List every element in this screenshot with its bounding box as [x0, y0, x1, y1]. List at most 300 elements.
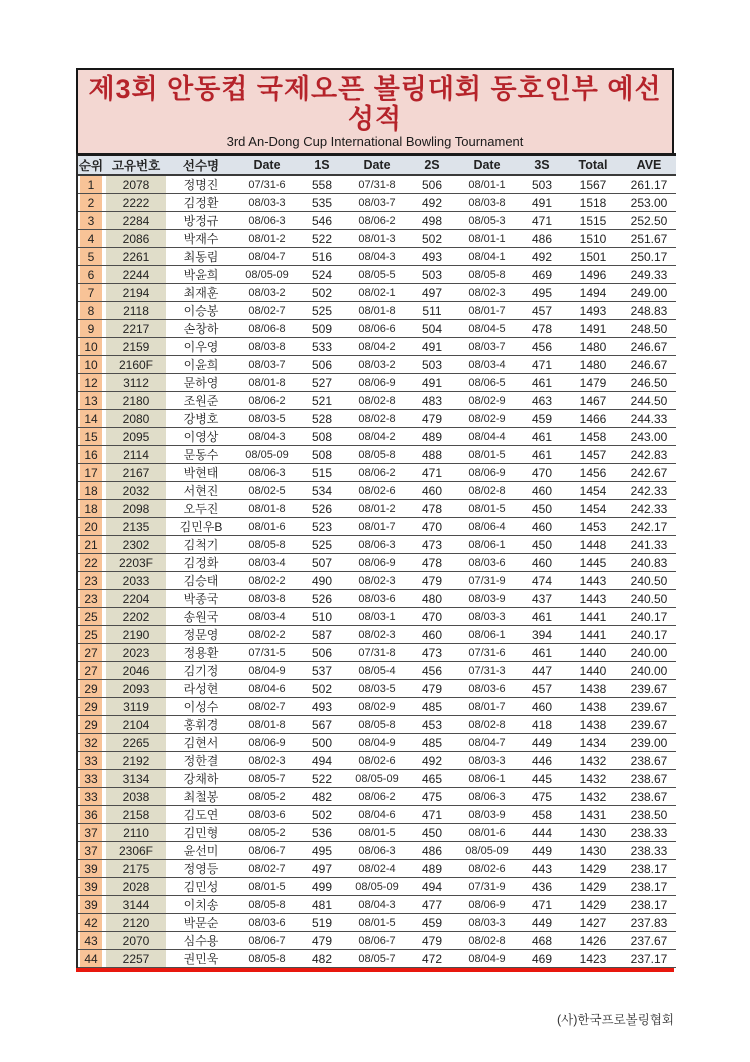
- average-cell: 238.17: [622, 860, 676, 878]
- total-cell: 1454: [564, 482, 622, 500]
- average-cell: 239.00: [622, 734, 676, 752]
- score2-cell: 480: [410, 590, 454, 608]
- score3-cell: 456: [520, 338, 564, 356]
- score1-cell: 497: [300, 860, 344, 878]
- table-row: [78, 734, 676, 752]
- id-cell: 2302: [104, 536, 168, 554]
- score1-cell: 502: [300, 284, 344, 302]
- date3-cell: 08/03-3: [454, 914, 520, 932]
- date1-cell: 08/02-3: [234, 752, 300, 770]
- score1-cell: 567: [300, 716, 344, 734]
- date3-cell: 08/05-8: [454, 266, 520, 284]
- rank-cell: 39: [78, 878, 104, 896]
- player-name-cell: 김도연: [168, 806, 234, 824]
- total-cell: 1480: [564, 338, 622, 356]
- total-cell: 1438: [564, 698, 622, 716]
- date2-cell: 08/02-8: [344, 392, 410, 410]
- average-cell: 241.33: [622, 536, 676, 554]
- score3-cell: 478: [520, 320, 564, 338]
- date3-cell: 08/06-3: [454, 788, 520, 806]
- total-cell: 1448: [564, 536, 622, 554]
- score2-cell: 472: [410, 950, 454, 968]
- total-cell: 1431: [564, 806, 622, 824]
- date3-cell: 08/01-5: [454, 500, 520, 518]
- date1-cell: 08/02-7: [234, 860, 300, 878]
- rank-cell: 29: [78, 716, 104, 734]
- rank-cell: 18: [78, 482, 104, 500]
- score3-cell: 469: [520, 950, 564, 968]
- date2-cell: 08/03-2: [344, 356, 410, 374]
- date1-cell: 08/03-8: [234, 590, 300, 608]
- date2-cell: 08/06-2: [344, 464, 410, 482]
- score1-cell: 500: [300, 734, 344, 752]
- total-cell: 1493: [564, 302, 622, 320]
- total-cell: 1453: [564, 518, 622, 536]
- rank-cell: 21: [78, 536, 104, 554]
- score3-cell: 449: [520, 914, 564, 932]
- average-cell: 240.17: [622, 626, 676, 644]
- date2-cell: 08/06-9: [344, 554, 410, 572]
- total-cell: 1432: [564, 752, 622, 770]
- date3-cell: 07/31-3: [454, 662, 520, 680]
- date2-cell: 08/05-09: [344, 878, 410, 896]
- table-row: [78, 698, 676, 716]
- col-header-score2: 2S: [410, 156, 454, 176]
- player-name-cell: 방정규: [168, 212, 234, 230]
- score1-cell: 533: [300, 338, 344, 356]
- rank-cell: 4: [78, 230, 104, 248]
- total-cell: 1515: [564, 212, 622, 230]
- rank-cell: 27: [78, 662, 104, 680]
- score2-cell: 492: [410, 194, 454, 212]
- rank-cell: 37: [78, 842, 104, 860]
- date3-cell: 08/06-1: [454, 626, 520, 644]
- average-cell: 239.67: [622, 716, 676, 734]
- rank-cell: 39: [78, 860, 104, 878]
- date1-cell: 08/04-7: [234, 248, 300, 266]
- table-row: [78, 230, 676, 248]
- date2-cell: 08/06-7: [344, 932, 410, 950]
- total-cell: 1494: [564, 284, 622, 302]
- average-cell: 240.83: [622, 554, 676, 572]
- date2-cell: 08/02-4: [344, 860, 410, 878]
- rank-cell: 3: [78, 212, 104, 230]
- date1-cell: 08/05-8: [234, 950, 300, 968]
- score1-cell: 558: [300, 176, 344, 194]
- score1-cell: 507: [300, 554, 344, 572]
- score3-cell: 491: [520, 194, 564, 212]
- score2-cell: 479: [410, 572, 454, 590]
- average-cell: 248.83: [622, 302, 676, 320]
- score3-cell: 418: [520, 716, 564, 734]
- table-row: [78, 950, 676, 968]
- date3-cell: 08/03-8: [454, 194, 520, 212]
- score1-cell: 479: [300, 932, 344, 950]
- col-header-id: 고유번호: [104, 156, 168, 176]
- header-row: [78, 156, 676, 176]
- total-cell: 1443: [564, 572, 622, 590]
- id-cell: 2033: [104, 572, 168, 590]
- score3-cell: 449: [520, 734, 564, 752]
- average-cell: 246.67: [622, 356, 676, 374]
- id-cell: 3144: [104, 896, 168, 914]
- date1-cell: 08/06-2: [234, 392, 300, 410]
- average-cell: 252.50: [622, 212, 676, 230]
- bottom-red-line: [76, 968, 674, 972]
- date2-cell: 08/02-9: [344, 698, 410, 716]
- date2-cell: 08/05-09: [344, 770, 410, 788]
- total-cell: 1438: [564, 680, 622, 698]
- col-header-date3: Date: [454, 156, 520, 176]
- date3-cell: 08/02-9: [454, 392, 520, 410]
- rank-cell: 20: [78, 518, 104, 536]
- date2-cell: 08/01-8: [344, 302, 410, 320]
- average-cell: 242.67: [622, 464, 676, 482]
- date1-cell: 08/06-7: [234, 932, 300, 950]
- score2-cell: 459: [410, 914, 454, 932]
- date3-cell: 08/04-4: [454, 428, 520, 446]
- score3-cell: 460: [520, 482, 564, 500]
- date3-cell: 08/06-9: [454, 896, 520, 914]
- id-cell: 2032: [104, 482, 168, 500]
- average-cell: 249.33: [622, 266, 676, 284]
- date2-cell: 08/02-1: [344, 284, 410, 302]
- player-name-cell: 강병호: [168, 410, 234, 428]
- table-row: [78, 500, 676, 518]
- total-cell: 1434: [564, 734, 622, 752]
- total-cell: 1456: [564, 464, 622, 482]
- table-row: [78, 356, 676, 374]
- date1-cell: 08/01-8: [234, 716, 300, 734]
- score3-cell: 461: [520, 428, 564, 446]
- col-header-date2: Date: [344, 156, 410, 176]
- score2-cell: 504: [410, 320, 454, 338]
- date3-cell: 08/04-5: [454, 320, 520, 338]
- date3-cell: 08/01-7: [454, 302, 520, 320]
- id-cell: 2202: [104, 608, 168, 626]
- total-cell: 1440: [564, 644, 622, 662]
- id-cell: 2028: [104, 878, 168, 896]
- date1-cell: 08/06-7: [234, 842, 300, 860]
- date2-cell: 08/06-9: [344, 374, 410, 392]
- score3-cell: 394: [520, 626, 564, 644]
- date2-cell: 08/05-8: [344, 716, 410, 734]
- player-name-cell: 박문순: [168, 914, 234, 932]
- table-row: [78, 932, 676, 950]
- average-cell: 249.00: [622, 284, 676, 302]
- col-header-score1: 1S: [300, 156, 344, 176]
- rank-cell: 43: [78, 932, 104, 950]
- score1-cell: 526: [300, 590, 344, 608]
- table-row: [78, 338, 676, 356]
- date1-cell: 08/04-3: [234, 428, 300, 446]
- player-name-cell: 김승태: [168, 572, 234, 590]
- id-cell: 2118: [104, 302, 168, 320]
- date1-cell: 08/03-2: [234, 284, 300, 302]
- date1-cell: 08/03-3: [234, 194, 300, 212]
- id-cell: 2070: [104, 932, 168, 950]
- id-cell: 2284: [104, 212, 168, 230]
- rank-cell: 27: [78, 644, 104, 662]
- id-cell: 2114: [104, 446, 168, 464]
- score3-cell: 471: [520, 212, 564, 230]
- date3-cell: 08/04-7: [454, 734, 520, 752]
- average-cell: 253.00: [622, 194, 676, 212]
- date2-cell: 08/04-2: [344, 428, 410, 446]
- id-cell: 2257: [104, 950, 168, 968]
- score3-cell: 470: [520, 464, 564, 482]
- player-name-cell: 이성수: [168, 698, 234, 716]
- results-table: [76, 153, 676, 968]
- score2-cell: 470: [410, 518, 454, 536]
- score3-cell: 503: [520, 176, 564, 194]
- col-header-date1: Date: [234, 156, 300, 176]
- total-cell: 1467: [564, 392, 622, 410]
- total-cell: 1445: [564, 554, 622, 572]
- date3-cell: 08/03-3: [454, 752, 520, 770]
- score3-cell: 495: [520, 284, 564, 302]
- player-name-cell: 박재수: [168, 230, 234, 248]
- score2-cell: 479: [410, 410, 454, 428]
- average-cell: 243.00: [622, 428, 676, 446]
- player-name-cell: 김척기: [168, 536, 234, 554]
- player-name-cell: 심수용: [168, 932, 234, 950]
- score3-cell: 468: [520, 932, 564, 950]
- total-cell: 1432: [564, 770, 622, 788]
- date3-cell: 08/01-1: [454, 176, 520, 194]
- score3-cell: 443: [520, 860, 564, 878]
- table-row: [78, 752, 676, 770]
- table-row: [78, 608, 676, 626]
- score2-cell: 460: [410, 482, 454, 500]
- player-name-cell: 조원준: [168, 392, 234, 410]
- table-row: [78, 536, 676, 554]
- score2-cell: 473: [410, 536, 454, 554]
- player-name-cell: 김민우B: [168, 518, 234, 536]
- id-cell: 2204: [104, 590, 168, 608]
- id-cell: 2038: [104, 788, 168, 806]
- total-cell: 1501: [564, 248, 622, 266]
- player-name-cell: 홍휘경: [168, 716, 234, 734]
- score2-cell: 477: [410, 896, 454, 914]
- score3-cell: 474: [520, 572, 564, 590]
- id-cell: 2158: [104, 806, 168, 824]
- date2-cell: 08/05-8: [344, 446, 410, 464]
- score1-cell: 527: [300, 374, 344, 392]
- total-cell: 1480: [564, 356, 622, 374]
- title-box: [76, 68, 674, 153]
- date3-cell: 08/03-4: [454, 356, 520, 374]
- score3-cell: 463: [520, 392, 564, 410]
- player-name-cell: 김정환: [168, 194, 234, 212]
- total-cell: 1510: [564, 230, 622, 248]
- total-cell: 1440: [564, 662, 622, 680]
- table-row: [78, 374, 676, 392]
- score3-cell: 450: [520, 500, 564, 518]
- player-name-cell: 강채하: [168, 770, 234, 788]
- date2-cell: 08/03-7: [344, 194, 410, 212]
- date1-cell: 08/05-09: [234, 266, 300, 284]
- score1-cell: 537: [300, 662, 344, 680]
- date3-cell: 07/31-6: [454, 644, 520, 662]
- player-name-cell: 이영상: [168, 428, 234, 446]
- score1-cell: 524: [300, 266, 344, 284]
- score1-cell: 495: [300, 842, 344, 860]
- date2-cell: 08/06-3: [344, 842, 410, 860]
- average-cell: 242.33: [622, 500, 676, 518]
- date3-cell: 08/03-9: [454, 590, 520, 608]
- total-cell: 1423: [564, 950, 622, 968]
- rank-cell: 10: [78, 338, 104, 356]
- table-row: [78, 518, 676, 536]
- score1-cell: 525: [300, 536, 344, 554]
- footer-organization: (사)한국프로볼링협회: [556, 1013, 674, 1027]
- date2-cell: 08/04-3: [344, 896, 410, 914]
- date2-cell: 08/01-3: [344, 230, 410, 248]
- date3-cell: 08/05-09: [454, 842, 520, 860]
- average-cell: 250.17: [622, 248, 676, 266]
- id-cell: 2217: [104, 320, 168, 338]
- score1-cell: 510: [300, 608, 344, 626]
- average-cell: 238.17: [622, 878, 676, 896]
- id-cell: 2046: [104, 662, 168, 680]
- date1-cell: 07/31-5: [234, 644, 300, 662]
- average-cell: 240.50: [622, 572, 676, 590]
- date2-cell: 08/05-5: [344, 266, 410, 284]
- total-cell: 1441: [564, 626, 622, 644]
- date2-cell: 08/02-8: [344, 410, 410, 428]
- table-row: [78, 788, 676, 806]
- date2-cell: 08/04-2: [344, 338, 410, 356]
- table-row: [78, 644, 676, 662]
- score1-cell: 494: [300, 752, 344, 770]
- average-cell: 239.67: [622, 680, 676, 698]
- date1-cell: 08/05-09: [234, 446, 300, 464]
- id-cell: 2222: [104, 194, 168, 212]
- player-name-cell: 김기정: [168, 662, 234, 680]
- date1-cell: 08/04-6: [234, 680, 300, 698]
- player-name-cell: 이우영: [168, 338, 234, 356]
- score3-cell: 461: [520, 608, 564, 626]
- score3-cell: 475: [520, 788, 564, 806]
- average-cell: 244.33: [622, 410, 676, 428]
- average-cell: 238.33: [622, 824, 676, 842]
- score2-cell: 494: [410, 878, 454, 896]
- total-cell: 1438: [564, 716, 622, 734]
- score1-cell: 519: [300, 914, 344, 932]
- player-name-cell: 문하영: [168, 374, 234, 392]
- score2-cell: 485: [410, 698, 454, 716]
- rank-cell: 42: [78, 914, 104, 932]
- date1-cell: 08/06-3: [234, 212, 300, 230]
- id-cell: 2120: [104, 914, 168, 932]
- date2-cell: 08/06-2: [344, 212, 410, 230]
- id-cell: 2261: [104, 248, 168, 266]
- id-cell: 2023: [104, 644, 168, 662]
- date1-cell: 07/31-6: [234, 176, 300, 194]
- date3-cell: 08/02-8: [454, 932, 520, 950]
- average-cell: 240.00: [622, 662, 676, 680]
- total-cell: 1518: [564, 194, 622, 212]
- date2-cell: 08/02-6: [344, 482, 410, 500]
- date1-cell: 08/06-8: [234, 320, 300, 338]
- player-name-cell: 권민욱: [168, 950, 234, 968]
- average-cell: 242.17: [622, 518, 676, 536]
- score1-cell: 522: [300, 770, 344, 788]
- id-cell: 2135: [104, 518, 168, 536]
- player-name-cell: 손창하: [168, 320, 234, 338]
- player-name-cell: 정영등: [168, 860, 234, 878]
- player-name-cell: 김현서: [168, 734, 234, 752]
- score3-cell: 447: [520, 662, 564, 680]
- score1-cell: 493: [300, 698, 344, 716]
- date3-cell: 08/06-1: [454, 770, 520, 788]
- date3-cell: 08/02-9: [454, 410, 520, 428]
- total-cell: 1429: [564, 896, 622, 914]
- results-sheet: [76, 68, 674, 972]
- rank-cell: 33: [78, 770, 104, 788]
- rank-cell: 23: [78, 572, 104, 590]
- table-row: [78, 842, 676, 860]
- score2-cell: 502: [410, 230, 454, 248]
- player-name-cell: 최재훈: [168, 284, 234, 302]
- table-row: [78, 626, 676, 644]
- date3-cell: 08/02-6: [454, 860, 520, 878]
- average-cell: 251.67: [622, 230, 676, 248]
- average-cell: 261.17: [622, 176, 676, 194]
- total-cell: 1457: [564, 446, 622, 464]
- date3-cell: 08/05-3: [454, 212, 520, 230]
- score3-cell: 446: [520, 752, 564, 770]
- total-cell: 1567: [564, 176, 622, 194]
- score1-cell: 515: [300, 464, 344, 482]
- date1-cell: 08/04-9: [234, 662, 300, 680]
- id-cell: 2078: [104, 176, 168, 194]
- score2-cell: 470: [410, 608, 454, 626]
- score1-cell: 508: [300, 446, 344, 464]
- score1-cell: 528: [300, 410, 344, 428]
- rank-cell: 16: [78, 446, 104, 464]
- date1-cell: 08/01-5: [234, 878, 300, 896]
- player-name-cell: 이승봉: [168, 302, 234, 320]
- table-row: [78, 248, 676, 266]
- date3-cell: 08/04-1: [454, 248, 520, 266]
- player-name-cell: 문동수: [168, 446, 234, 464]
- score2-cell: 450: [410, 824, 454, 842]
- score3-cell: 469: [520, 266, 564, 284]
- date3-cell: 07/31-9: [454, 878, 520, 896]
- player-name-cell: 이윤희: [168, 356, 234, 374]
- date3-cell: 08/06-1: [454, 536, 520, 554]
- col-header-player-name: 선수명: [168, 156, 234, 176]
- rank-cell: 2: [78, 194, 104, 212]
- date3-cell: 08/06-9: [454, 464, 520, 482]
- score2-cell: 511: [410, 302, 454, 320]
- average-cell: 238.67: [622, 770, 676, 788]
- id-cell: 2167: [104, 464, 168, 482]
- rank-cell: 25: [78, 608, 104, 626]
- average-cell: 246.67: [622, 338, 676, 356]
- id-cell: 2086: [104, 230, 168, 248]
- table-row: [78, 194, 676, 212]
- player-name-cell: 김정화: [168, 554, 234, 572]
- score1-cell: 506: [300, 356, 344, 374]
- score1-cell: 523: [300, 518, 344, 536]
- total-cell: 1432: [564, 788, 622, 806]
- score1-cell: 502: [300, 806, 344, 824]
- score1-cell: 502: [300, 680, 344, 698]
- score3-cell: 461: [520, 644, 564, 662]
